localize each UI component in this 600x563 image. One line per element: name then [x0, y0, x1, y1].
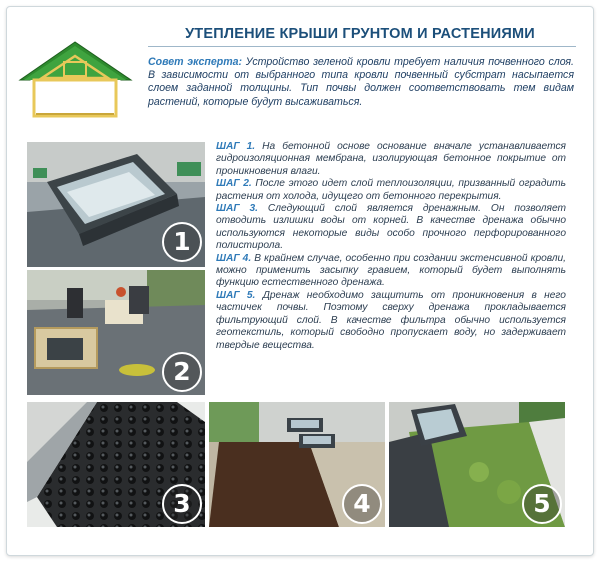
- step-text: На бетонной основе основание вначале устанавливается гидроизоляционная мембрана, изолирующая бетонное покрытие от проникновения влаги.: [216, 141, 566, 177]
- step-number-badge: 2: [162, 352, 202, 392]
- step-3: [216, 203, 566, 253]
- step-label: ШАГ 2.: [216, 178, 252, 190]
- step-number-badge: 3: [162, 484, 202, 524]
- steps-list: [216, 141, 566, 352]
- step-2: [216, 178, 566, 203]
- photo-step-1: [27, 142, 205, 267]
- photo-step-5: [389, 402, 565, 527]
- step-label: ШАГ 4.: [216, 252, 252, 264]
- step-5: [216, 290, 566, 352]
- step-number-badge: 5: [522, 484, 562, 524]
- house-logo-icon: [18, 40, 133, 120]
- step-text: Дренаж необходимо защитить от проникновения в него частичек почвы. Поэтому сверху дренажа прокладывается фильтрующий слой. В качестве фильтра обычно используется геотекстиль, который свободно пропускает воду, но задерживает твердые вещества.: [216, 289, 566, 351]
- step-number-badge: 1: [162, 222, 202, 262]
- title-divider: [148, 46, 576, 47]
- step-1: [216, 141, 566, 178]
- step-text: В крайнем случае, особенно при создании экстенсивной кровли, можно применить засыпку гравием, который будет выполнять функцию естественного дренажа.: [216, 252, 566, 289]
- photo-step-4: [209, 402, 385, 527]
- step-label: ШАГ 1.: [216, 141, 256, 152]
- step-text: После этого идет слой теплоизоляции, призванный оградить растения от холода, идущего от бетонного перекрытия.: [216, 178, 566, 202]
- photo-step-2: [27, 270, 205, 395]
- step-4: [216, 253, 566, 290]
- step-label: ШАГ 5.: [216, 289, 256, 301]
- photo-step-3: [27, 402, 205, 527]
- expert-tip-label: Совет эксперта:: [148, 56, 243, 68]
- expert-tip: [148, 56, 574, 109]
- step-number-badge: 4: [342, 484, 382, 524]
- page-title: УТЕПЛЕНИЕ КРЫШИ ГРУНТОМ И РАСТЕНИЯМИ: [185, 26, 535, 42]
- step-text: Следующий слой является дренажным. Он позволяет отводить излишки воды от корней. В качестве дренажа обычно используются некоторые виды особо прочного перфорированного полистирола.: [216, 203, 566, 252]
- step-label: ШАГ 3.: [216, 203, 258, 215]
- expert-tip-text: Устройство зеленой кровли требует наличия почвенного слоя. В зависимости от выбранного типа кровли почвенный субстрат насыпается слоем заданной толщины. Тип почвы должен соответствовать тем видам растений, которые будут высаживаться.: [148, 56, 574, 108]
